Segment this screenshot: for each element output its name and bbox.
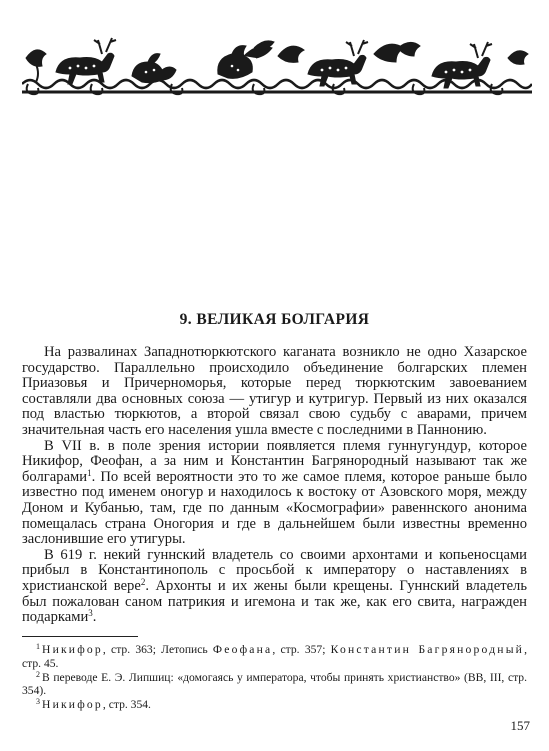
footnote-text: , стр. 45.: [22, 643, 527, 670]
paragraph-text: .: [92, 609, 97, 626]
footnote-author: Феофана: [212, 643, 273, 656]
footnote-reference[interactable]: 1: [87, 467, 92, 478]
footnote-divider: [22, 636, 138, 637]
footnote-author: Никифор: [42, 643, 103, 656]
footnote: [22, 698, 527, 712]
footnote-reference[interactable]: 2: [140, 576, 146, 587]
body-paragraph: [22, 439, 527, 548]
footnote-author: Никифор: [42, 698, 103, 712]
footnote-text: , стр. 363; Летопись: [102, 643, 213, 656]
paragraph-text: На развалинах Западнотюркютского каганата возникло не одно Хазарское государство. Параллельно происходило объединение болгарских племен Приазовья и Причерноморья, которые перед тюркютским завоеванием составляли два основных союза — утигур и кутригур. Первый из них оказался под властью тюркютов, а второй связал свою судьбу с аварами, причем значительная часть его населения ушла вместе с последними в Паннонию.: [22, 344, 527, 438]
body-paragraph: [22, 548, 527, 626]
chapter-title: 9. ВЕЛИКАЯ БОЛГАРИЯ: [179, 311, 370, 328]
page-number: 157: [510, 718, 530, 733]
body-text: [22, 345, 527, 626]
animal-frieze-ornament-icon: [22, 18, 532, 100]
paragraph-text: В 619 г. некий гуннский владетель со своими архонтами и копьеносцами прибыл в Константинополь с просьбой к императору о наставлениях в христианской вере: [22, 546, 527, 594]
paragraph-text: В VII в. в поле зрения истории появляется племя гуннугундур, которое Никифор, Феофан, а за ним и Константин Багрянородный называют так же болгарами: [22, 437, 527, 485]
footnote-text: В переводе Е. Э. Липшиц: «домогаясь у императора, чтобы принять христианство» (ВВ, III, стр. 354).: [22, 670, 527, 698]
footnote-author: Константин Багрянородный: [330, 643, 525, 656]
footnote: [22, 671, 527, 699]
body-paragraph: [22, 345, 527, 439]
footnotes: [22, 643, 527, 712]
footnote-number: 3: [36, 697, 40, 707]
footnote-reference[interactable]: 3: [88, 608, 93, 619]
footnote-text: , стр. 354.: [102, 698, 151, 712]
footnote-number: 1: [36, 642, 40, 651]
footnote-text: , стр. 357;: [272, 643, 331, 656]
footnote: [22, 643, 527, 671]
paragraph-text: . Архонты и их жены были крещены. Гуннский владетель был пожалован саном патрикия и игемона и так же, как его свита, награжден подарками: [22, 577, 527, 626]
footnote-number: 2: [36, 669, 40, 679]
paragraph-text: . По всей вероятности это то же самое племя, которое раньше было известно под именем оногур и находилось к востоку от Азовского моря, между Доном и Кубанью, там, где по данным «Космографии» равеннского анонима помещалась страна Оногория и где в дальнейшем были известны временно заслонившие его утигуры.: [22, 468, 527, 548]
